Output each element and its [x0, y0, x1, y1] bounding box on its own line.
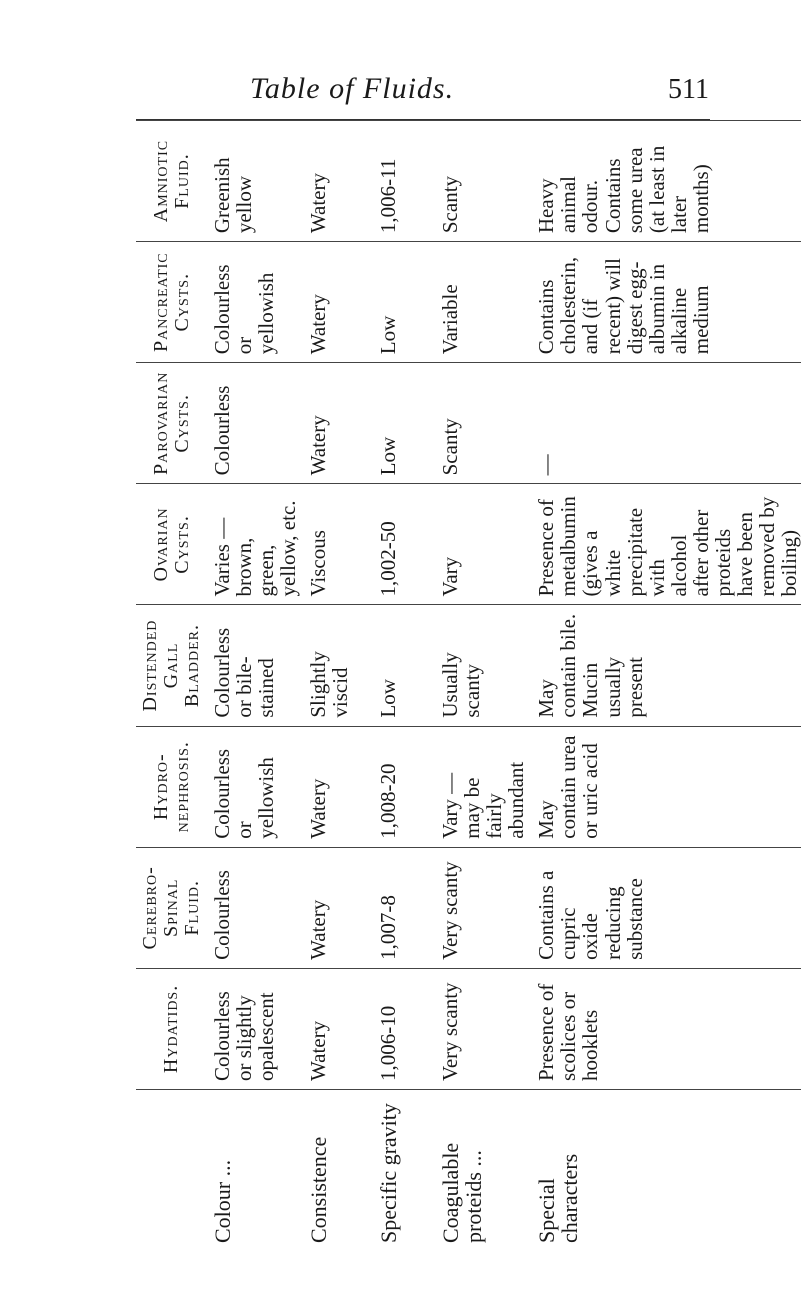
table-cell: Watery	[303, 121, 373, 242]
table-cell: Presence of scolices or hooklets	[531, 968, 801, 1089]
table-cell: Low	[373, 605, 435, 726]
table-cell: Colourless or yellowish	[207, 726, 303, 847]
table-row-specific-gravity	[373, 121, 435, 1252]
running-title: Table of Fluids.	[250, 72, 455, 105]
table-cell: Watery	[303, 242, 373, 363]
table-header-row	[136, 121, 207, 1252]
table-cell: Viscous	[303, 484, 373, 605]
table-cell: Greenish yellow	[207, 121, 303, 242]
table-cell: —	[531, 363, 801, 484]
table-cell: Scanty	[435, 363, 531, 484]
row-label: Colour ...	[207, 1090, 303, 1252]
fluids-table	[136, 120, 801, 1251]
corner-cell	[136, 1090, 207, 1252]
table-cell: Low	[373, 242, 435, 363]
table-cell: 1,007-8	[373, 847, 435, 968]
column-header: Distended Gall Bladder.	[136, 605, 207, 726]
table-cell: 1,008-20	[373, 726, 435, 847]
table-row-special-characters	[531, 121, 801, 1252]
column-header: Hydatids.	[136, 968, 207, 1089]
row-label: Special characters	[531, 1090, 801, 1252]
table-cell: Watery	[303, 363, 373, 484]
table-cell: Watery	[303, 968, 373, 1089]
table-cell: Contains cholesterin, and (if recent) will digest egg-albumin in alkaline medium	[531, 242, 801, 363]
table-cell: Watery	[303, 847, 373, 968]
table-cell: May contain urea or uric acid	[531, 726, 801, 847]
page-number: 511	[668, 74, 709, 105]
table-cell: Heavy animal odour. Contains some urea (at least in later months)	[531, 121, 801, 242]
table-cell: Colourless	[207, 363, 303, 484]
table-cell: Colourless or slightly opalescent	[207, 968, 303, 1089]
column-header: Hydro-nephrosis.	[136, 726, 207, 847]
column-header: Cerebro-Spinal Fluid.	[136, 847, 207, 968]
table-cell: Very scanty	[435, 968, 531, 1089]
table-cell: 1,002-50	[373, 484, 435, 605]
column-header: Ovarian Cysts.	[136, 484, 207, 605]
table-cell: Vary — may be fairly abundant	[435, 726, 531, 847]
table-cell: Very scanty	[435, 847, 531, 968]
table-cell: Slightly viscid	[303, 605, 373, 726]
table-cell: Colourless	[207, 847, 303, 968]
rotated-table-container	[136, 119, 801, 1251]
page-header	[0, 72, 801, 112]
table-row-consistence	[303, 121, 373, 1252]
table-cell: Variable	[435, 242, 531, 363]
table-cell: 1,006-11	[373, 121, 435, 242]
column-header: Pancreatic Cysts.	[136, 242, 207, 363]
column-header: Parovarian Cysts.	[136, 363, 207, 484]
table-cell: Vary	[435, 484, 531, 605]
table-cell: Scanty	[435, 121, 531, 242]
table-cell: Watery	[303, 726, 373, 847]
row-label: Consistence	[303, 1090, 373, 1252]
table-cell: 1,006-10	[373, 968, 435, 1089]
table-cell: Contains a cupric oxide reducing substance	[531, 847, 801, 968]
fluid-comparison-table	[136, 120, 801, 1251]
row-label: Coagulable proteids ...	[435, 1090, 531, 1252]
table-row-colour	[207, 121, 303, 1252]
table-row-coagulable-proteids	[435, 121, 531, 1252]
table-cell: Presence of metalbumin (gives a white precipitate with alcohol after other proteids have been removed by boiling)	[531, 484, 801, 605]
column-header: Amniotic Fluid.	[136, 121, 207, 242]
row-label: Specific gravity	[373, 1090, 435, 1252]
table-cell: Colourless or bile-stained	[207, 605, 303, 726]
table-cell: Varies — brown, green, yellow, etc.	[207, 484, 303, 605]
table-cell: Low	[373, 363, 435, 484]
table-cell: May contain bile. Mucin usually present	[531, 605, 801, 726]
table-cell: Usually scanty	[435, 605, 531, 726]
table-cell: Colourless or yellowish	[207, 242, 303, 363]
